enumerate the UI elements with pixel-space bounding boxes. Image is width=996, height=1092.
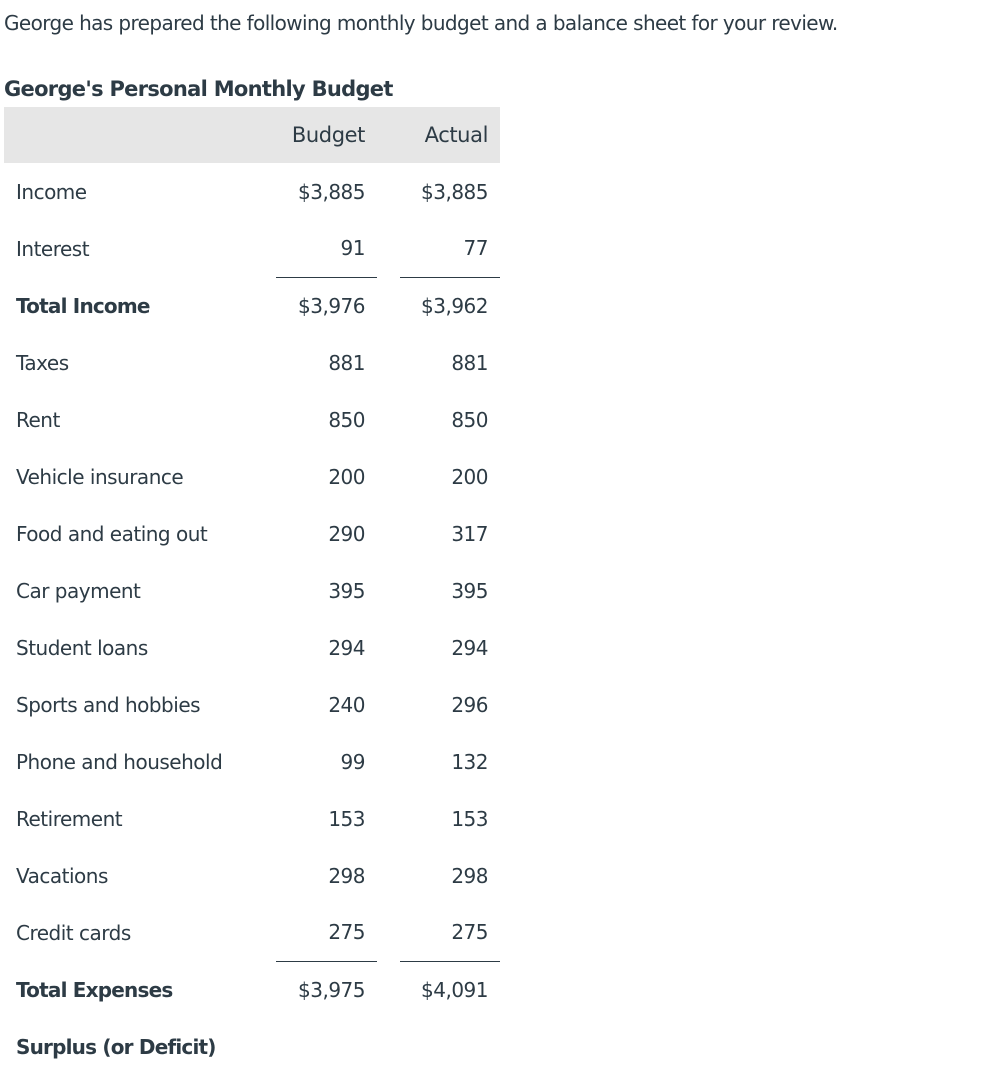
actual-value: 153 bbox=[451, 806, 488, 831]
actual-value: $3,885 bbox=[421, 179, 488, 204]
actual-value: 200 bbox=[451, 464, 488, 489]
budget-value: 298 bbox=[328, 863, 365, 888]
column-gap bbox=[377, 961, 400, 1018]
column-gap bbox=[377, 277, 400, 334]
column-gap bbox=[377, 619, 400, 676]
column-gap bbox=[377, 505, 400, 562]
row-label: Total Income bbox=[16, 293, 150, 318]
table-row bbox=[4, 619, 500, 676]
table-row bbox=[4, 733, 500, 790]
row-label: Phone and household bbox=[16, 749, 223, 774]
actual-value: 298 bbox=[451, 863, 488, 888]
table-row bbox=[4, 562, 500, 619]
budget-value: 850 bbox=[328, 407, 365, 432]
row-label: Sports and hobbies bbox=[16, 692, 201, 717]
row-label: Surplus (or Deficit) bbox=[16, 1034, 216, 1059]
column-gap bbox=[377, 391, 400, 448]
actual-value: 296 bbox=[451, 692, 488, 717]
actual-value: 881 bbox=[451, 350, 488, 375]
actual-value: $4,091 bbox=[421, 977, 488, 1002]
row-label: Credit cards bbox=[16, 920, 131, 945]
actual-value: 317 bbox=[451, 521, 488, 546]
row-label: Vacations bbox=[16, 863, 108, 888]
row-label: Car payment bbox=[16, 578, 141, 603]
table-row bbox=[4, 220, 500, 277]
column-gap bbox=[377, 847, 400, 904]
table-row bbox=[4, 448, 500, 505]
actual-value: 77 bbox=[400, 220, 500, 277]
row-label: Income bbox=[16, 179, 87, 204]
row-label: Student loans bbox=[16, 635, 148, 660]
table-row bbox=[4, 505, 500, 562]
table-row bbox=[4, 277, 500, 334]
budget-value: 153 bbox=[328, 806, 365, 831]
budget-value: 881 bbox=[328, 350, 365, 375]
budget-value: $3,975 bbox=[298, 977, 365, 1002]
actual-value: 850 bbox=[451, 407, 488, 432]
column-gap bbox=[377, 676, 400, 733]
row-label: Taxes bbox=[16, 350, 69, 375]
intro-text: George has prepared the following monthly budget and a balance sheet for your review. bbox=[4, 11, 838, 35]
budget-value: 91 bbox=[276, 220, 377, 277]
budget-value bbox=[276, 1018, 377, 1075]
actual-value: $3,962 bbox=[421, 293, 488, 318]
row-label: Rent bbox=[16, 407, 60, 432]
column-gap bbox=[377, 790, 400, 847]
table-row bbox=[4, 1018, 500, 1075]
actual-value: 275 bbox=[400, 904, 500, 961]
header-budget: Budget bbox=[291, 123, 365, 147]
actual-value: 395 bbox=[451, 578, 488, 603]
header-label bbox=[4, 107, 276, 163]
table-row bbox=[4, 790, 500, 847]
table-row bbox=[4, 847, 500, 904]
column-gap bbox=[377, 448, 400, 505]
budget-value: $3,976 bbox=[298, 293, 365, 318]
budget-value: 290 bbox=[328, 521, 365, 546]
column-gap bbox=[377, 220, 400, 277]
actual-value: 132 bbox=[451, 749, 488, 774]
row-label: Retirement bbox=[16, 806, 123, 831]
budget-table bbox=[4, 107, 500, 1075]
table-row bbox=[4, 904, 500, 961]
budget-value: 200 bbox=[328, 464, 365, 489]
header-gap bbox=[377, 107, 400, 163]
table-row bbox=[4, 163, 500, 220]
row-label: Food and eating out bbox=[16, 521, 208, 546]
column-gap bbox=[377, 733, 400, 790]
budget-value: 395 bbox=[328, 578, 365, 603]
budget-value: 99 bbox=[340, 749, 365, 774]
table-row bbox=[4, 334, 500, 391]
column-gap bbox=[377, 334, 400, 391]
table-title: George's Personal Monthly Budget bbox=[4, 77, 393, 101]
column-gap bbox=[377, 1018, 400, 1075]
table-row bbox=[4, 391, 500, 448]
table-row bbox=[4, 961, 500, 1018]
budget-value: $3,885 bbox=[298, 179, 365, 204]
row-label: Vehicle insurance bbox=[16, 464, 184, 489]
table-header-row bbox=[4, 107, 500, 163]
column-gap bbox=[377, 904, 400, 961]
budget-value: 275 bbox=[276, 904, 377, 961]
actual-value: 294 bbox=[451, 635, 488, 660]
row-label: Total Expenses bbox=[16, 977, 173, 1002]
budget-value: 294 bbox=[328, 635, 365, 660]
header-actual: Actual bbox=[424, 123, 488, 147]
row-label: Interest bbox=[16, 236, 90, 261]
budget-value: 240 bbox=[328, 692, 365, 717]
actual-value bbox=[400, 1018, 500, 1075]
table-row bbox=[4, 676, 500, 733]
column-gap bbox=[377, 562, 400, 619]
column-gap bbox=[377, 163, 400, 220]
